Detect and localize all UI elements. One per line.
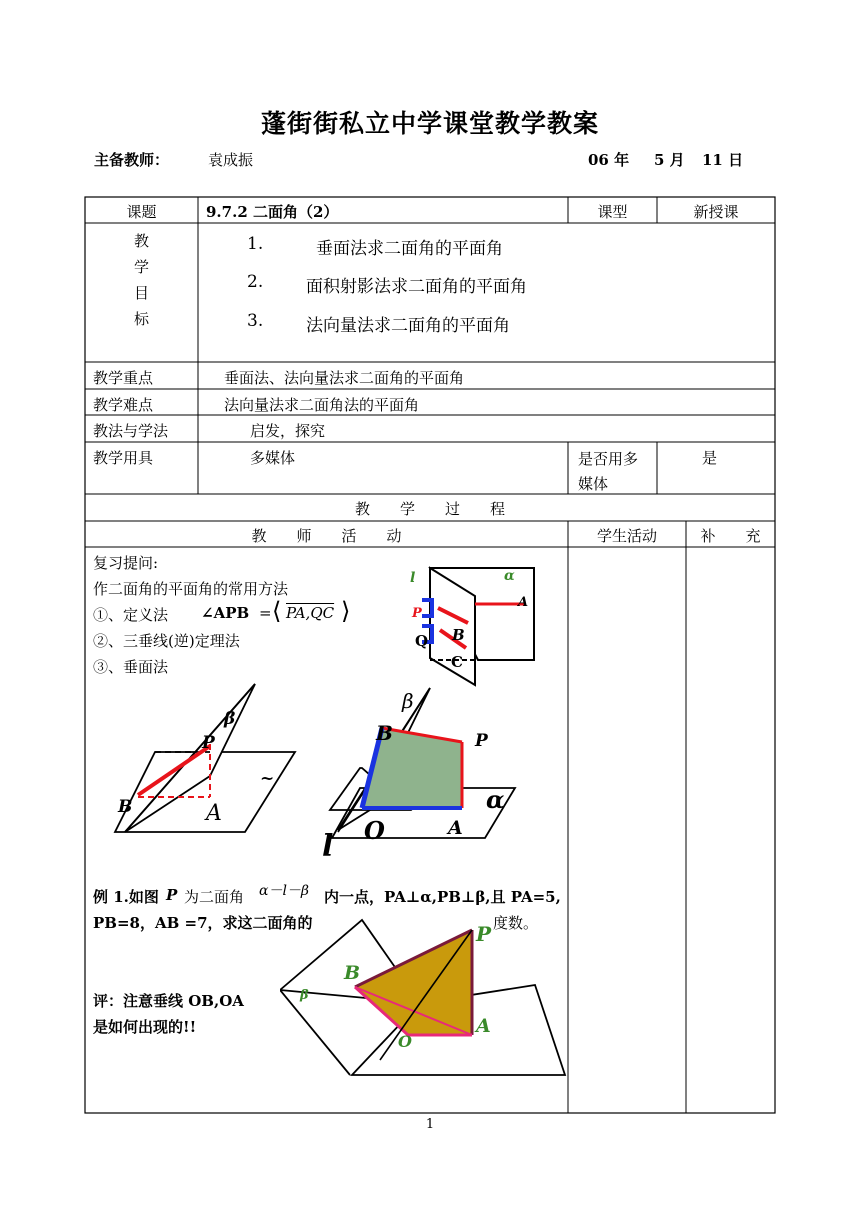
fig1-label-b: B xyxy=(452,626,465,644)
key-point-value: 垂面法、法向量法求二面角的平面角 xyxy=(224,369,465,387)
method-label: 教法与学法 xyxy=(93,422,169,440)
comment-line2: 是如何出现的!! xyxy=(93,1018,197,1036)
fig3-label-l: l xyxy=(322,829,334,860)
difficulty-value: 法向量法求二面角法的平面角 xyxy=(224,396,420,414)
method-1-eq: = xyxy=(259,604,272,622)
fig4-label-p: P xyxy=(476,922,492,946)
process-heading: 教 学 过 程 xyxy=(354,500,505,518)
fig1-label-l: l xyxy=(410,570,416,586)
objective-label-char: 标 xyxy=(133,310,149,328)
fig4-label-b: B xyxy=(344,962,361,984)
angle-bracket-right-icon: ⟩ xyxy=(341,597,351,625)
objective-2-text: 面积射影法求二面角的平面角 xyxy=(306,277,527,297)
angle-bracket-left-icon: ⟨ xyxy=(272,597,282,625)
difficulty-label: 教学难点 xyxy=(93,396,154,414)
objective-label-char: 目 xyxy=(133,284,149,302)
figure-3-dihedral xyxy=(310,680,530,860)
fig1-right-angle-p xyxy=(422,600,432,616)
objective-label-char: 教 xyxy=(133,232,149,250)
common-methods: 作二面角的平面角的常用方法 xyxy=(93,580,289,598)
fig1-label-alpha: α xyxy=(504,568,515,584)
example-prefix: 例 1.如图 xyxy=(93,888,159,906)
fig3-label-beta: β xyxy=(402,689,414,713)
comment-line1: 评：注意垂线 OB,OA xyxy=(93,992,244,1010)
method-1: ①、定义法 xyxy=(93,606,169,624)
fig3-label-a: A xyxy=(448,817,463,839)
method-2: ②、三垂线(逆)定理法 xyxy=(93,632,240,650)
multimedia-label-line1: 是否用多 xyxy=(578,450,639,468)
multimedia-value: 是 xyxy=(702,449,718,467)
method-value: 启发，探究 xyxy=(250,422,326,440)
fig2-label-beta: β xyxy=(224,709,236,729)
fig2-label-a: A xyxy=(206,801,222,826)
teacher-activity-heading: 教 师 活 动 xyxy=(251,527,402,545)
example-angle: α－l－β xyxy=(259,883,310,899)
objective-3-text: 法向量法求二面角的平面角 xyxy=(306,316,510,336)
page-title: 蓬街街私立中学课堂教学教案 xyxy=(260,109,599,138)
example-line2: PB=8，AB =7，求这二面角的 xyxy=(93,914,313,932)
date-day: 11 日 xyxy=(702,151,744,169)
fig4-label-a: A xyxy=(476,1015,491,1037)
objective-3-num: 3. xyxy=(247,311,264,331)
objective-label-char: 学 xyxy=(133,258,149,276)
teacher-label: 主备教师： xyxy=(94,151,170,169)
fig1-label-c: C xyxy=(451,653,463,671)
fig2-label-p: P xyxy=(202,733,215,753)
review-title: 复习提问: xyxy=(93,554,159,572)
example-suffix: 内一点，PA⊥α,PB⊥β,且 PA=5, xyxy=(324,888,561,906)
method-1-formula: ∠APB xyxy=(201,604,250,622)
fig2-label-alpha: ~ xyxy=(260,769,275,789)
fig3-label-alpha: α xyxy=(486,785,505,814)
date-year: 06 年 xyxy=(588,151,630,169)
topic-label: 课题 xyxy=(126,203,157,221)
method-3: ③、垂面法 xyxy=(93,658,169,676)
fig1-label-a: A xyxy=(518,595,529,610)
fig2-label-b: B xyxy=(118,797,133,817)
figure-4-dihedral xyxy=(280,915,570,1085)
fig4-plane-section xyxy=(355,930,472,1035)
student-activity-heading: 学生活动 xyxy=(596,527,657,545)
type-value: 新授课 xyxy=(693,203,739,221)
objective-label xyxy=(85,228,198,332)
objective-2-num: 2. xyxy=(247,272,264,292)
topic-value: 9.7.2 二面角（2） xyxy=(206,203,339,221)
example-p: P xyxy=(166,886,178,904)
fig1-label-p: P xyxy=(412,606,422,621)
method-1-vectors: PA,QC xyxy=(286,604,335,622)
fig3-label-p: P xyxy=(475,731,488,751)
page-number: 1 xyxy=(425,1117,435,1132)
figure-1-dihedral xyxy=(400,560,545,690)
tools-value: 多媒体 xyxy=(250,449,296,467)
objective-1-text: 垂面法求二面角的平面角 xyxy=(316,239,503,259)
fig3-label-b: B xyxy=(376,721,393,745)
fig3-label-o: O xyxy=(364,816,385,845)
example-line2-end: 度数。 xyxy=(493,914,539,932)
fig1-label-q: Q xyxy=(415,632,429,650)
supplement-heading: 补 充 xyxy=(700,527,761,545)
fig4-label-o: O xyxy=(398,1032,412,1051)
example-mid: 为二面角 xyxy=(184,888,245,906)
key-point-label: 教学重点 xyxy=(93,369,154,387)
figure-2-dihedral xyxy=(110,680,310,845)
multimedia-label-line2: 媒体 xyxy=(578,475,609,493)
teacher-name: 袁成振 xyxy=(208,151,254,169)
multimedia-label xyxy=(578,447,638,497)
objective-1-num: 1. xyxy=(247,234,264,254)
tools-label: 教学用具 xyxy=(93,449,154,467)
type-label: 课型 xyxy=(597,203,628,221)
date-month: 5 月 xyxy=(654,151,685,169)
fig4-label-beta: β xyxy=(300,988,309,1003)
